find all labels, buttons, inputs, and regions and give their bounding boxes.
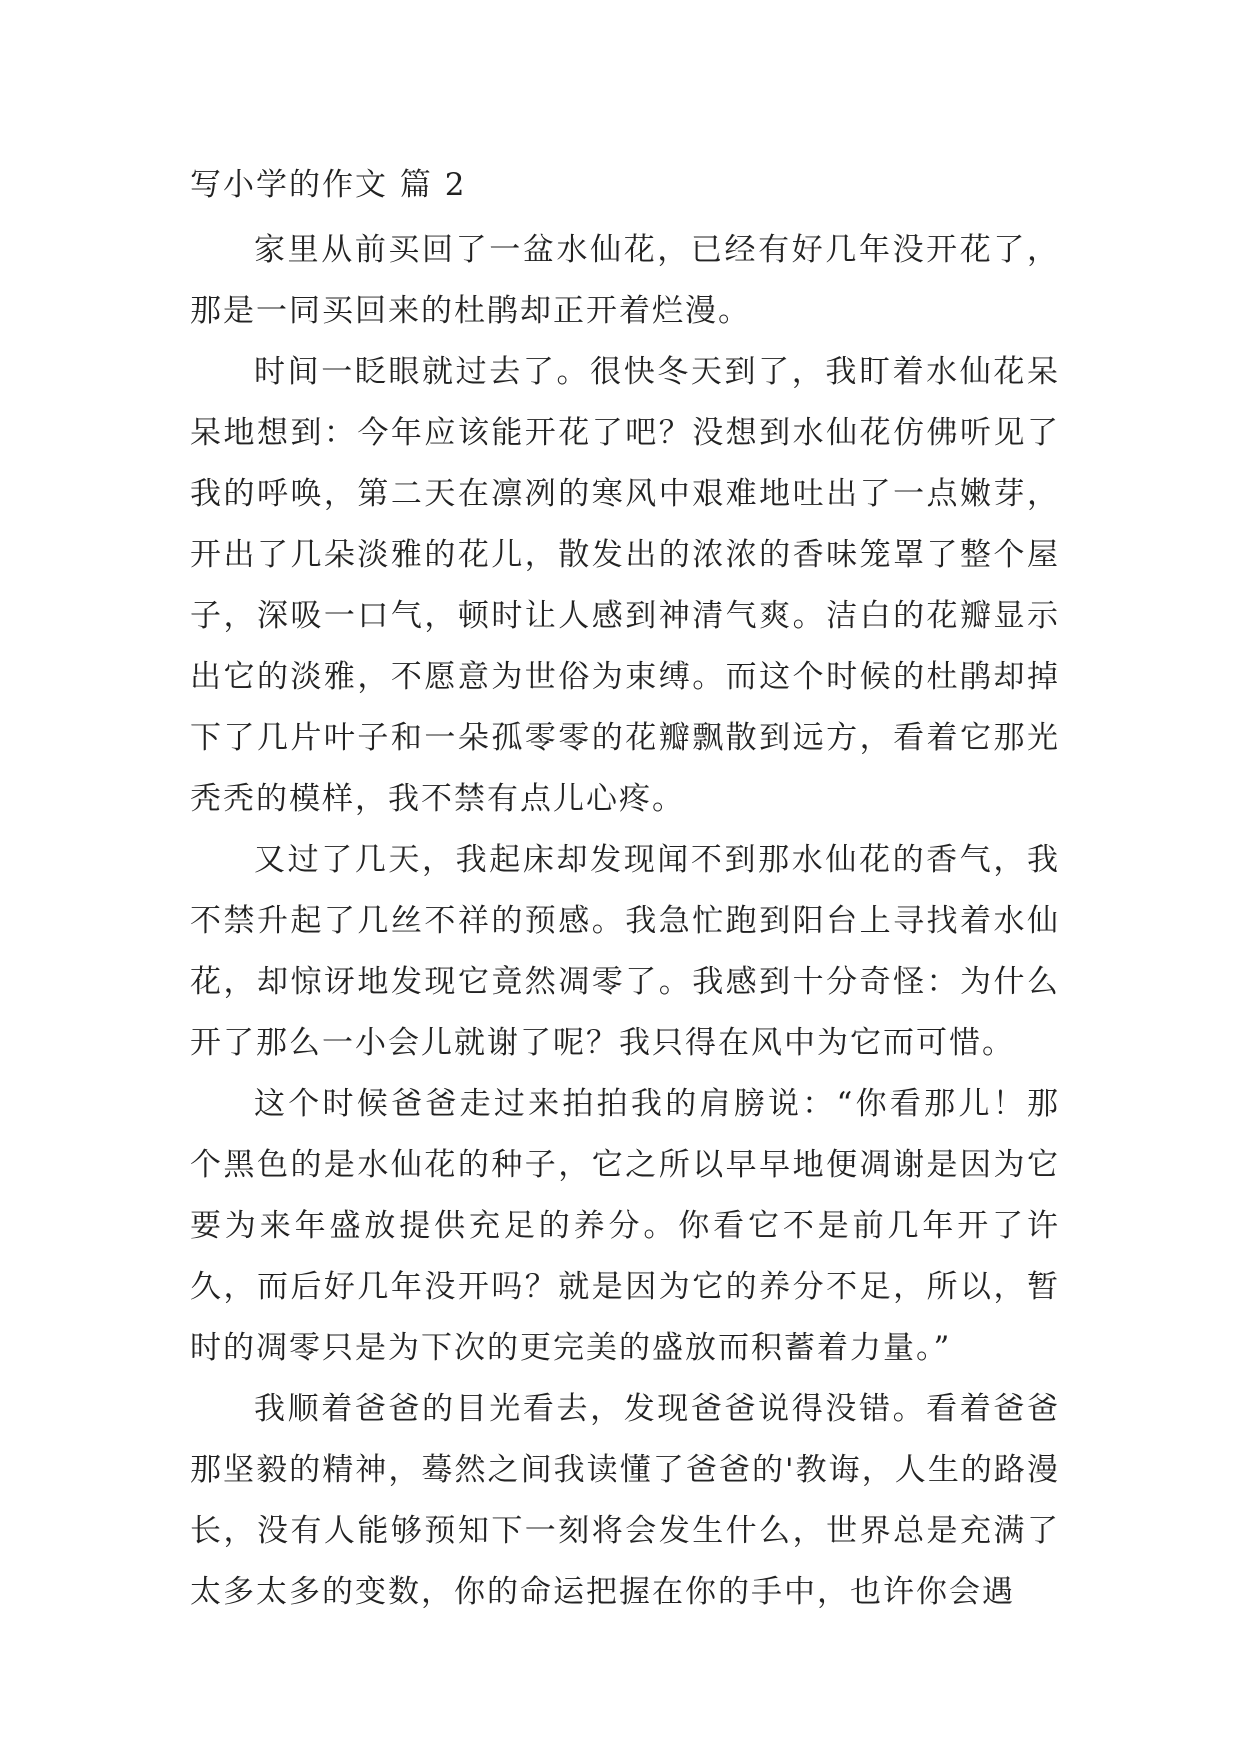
document-title: 写小学的作文 篇 2 [190, 167, 467, 203]
document-body [190, 150, 1060, 1623]
paragraph-5: 我顺着爸爸的目光看去，发现爸爸说得没错。看着爸爸那坚毅的精神，蓦然之间我读懂了爸爸的'教诲，人生的路漫长，没有人能够预知下一刻将会发生什么，世界总是充满了太多太多的变数，你的命运把握在你的手中，也许你会遇 [190, 1391, 1060, 1610]
paragraph-4: 这个时候爸爸走过来拍拍我的肩膀说：“你看那儿！那个黑色的是水仙花的种子，它之所以早早地便凋谢是因为它要为来年盛放提供充足的养分。你看它不是前几年开了许久，而后好几年没开吗？就是因为它的养分不足，所以，暂时的凋零只是为下次的更完美的盛放而积蓄着力量。” [190, 1086, 1060, 1366]
paragraph-1: 家里从前买回了一盆水仙花，已经有好几年没开花了，那是一同买回来的杜鹃却正开着烂漫。 [190, 232, 1060, 329]
paragraph-2: 时间一眨眼就过去了。很快冬天到了，我盯着水仙花呆呆地想到：今年应该能开花了吧？没想到水仙花仿佛听见了我的呼唤，第二天在凛冽的寒风中艰难地吐出了一点嫩芽，开出了几朵淡雅的花儿，散发出的浓浓的香味笼罩了整个屋子，深吸一口气，顿时让人感到神清气爽。洁白的花瓣显示出它的淡雅，不愿意为世俗为束缚。而这个时候的杜鹃却掉下了几片叶子和一朵孤零零的花瓣飘散到远方，看着它那光秃秃的模样，我不禁有点儿心疼。 [190, 354, 1060, 817]
paragraph-3: 又过了几天，我起床却发现闻不到那水仙花的香气，我不禁升起了几丝不祥的预感。我急忙跑到阳台上寻找着水仙花，却惊讶地发现它竟然凋零了。我感到十分奇怪：为什么开了那么一小会儿就谢了呢？我只得在风中为它而可惜。 [190, 842, 1060, 1061]
